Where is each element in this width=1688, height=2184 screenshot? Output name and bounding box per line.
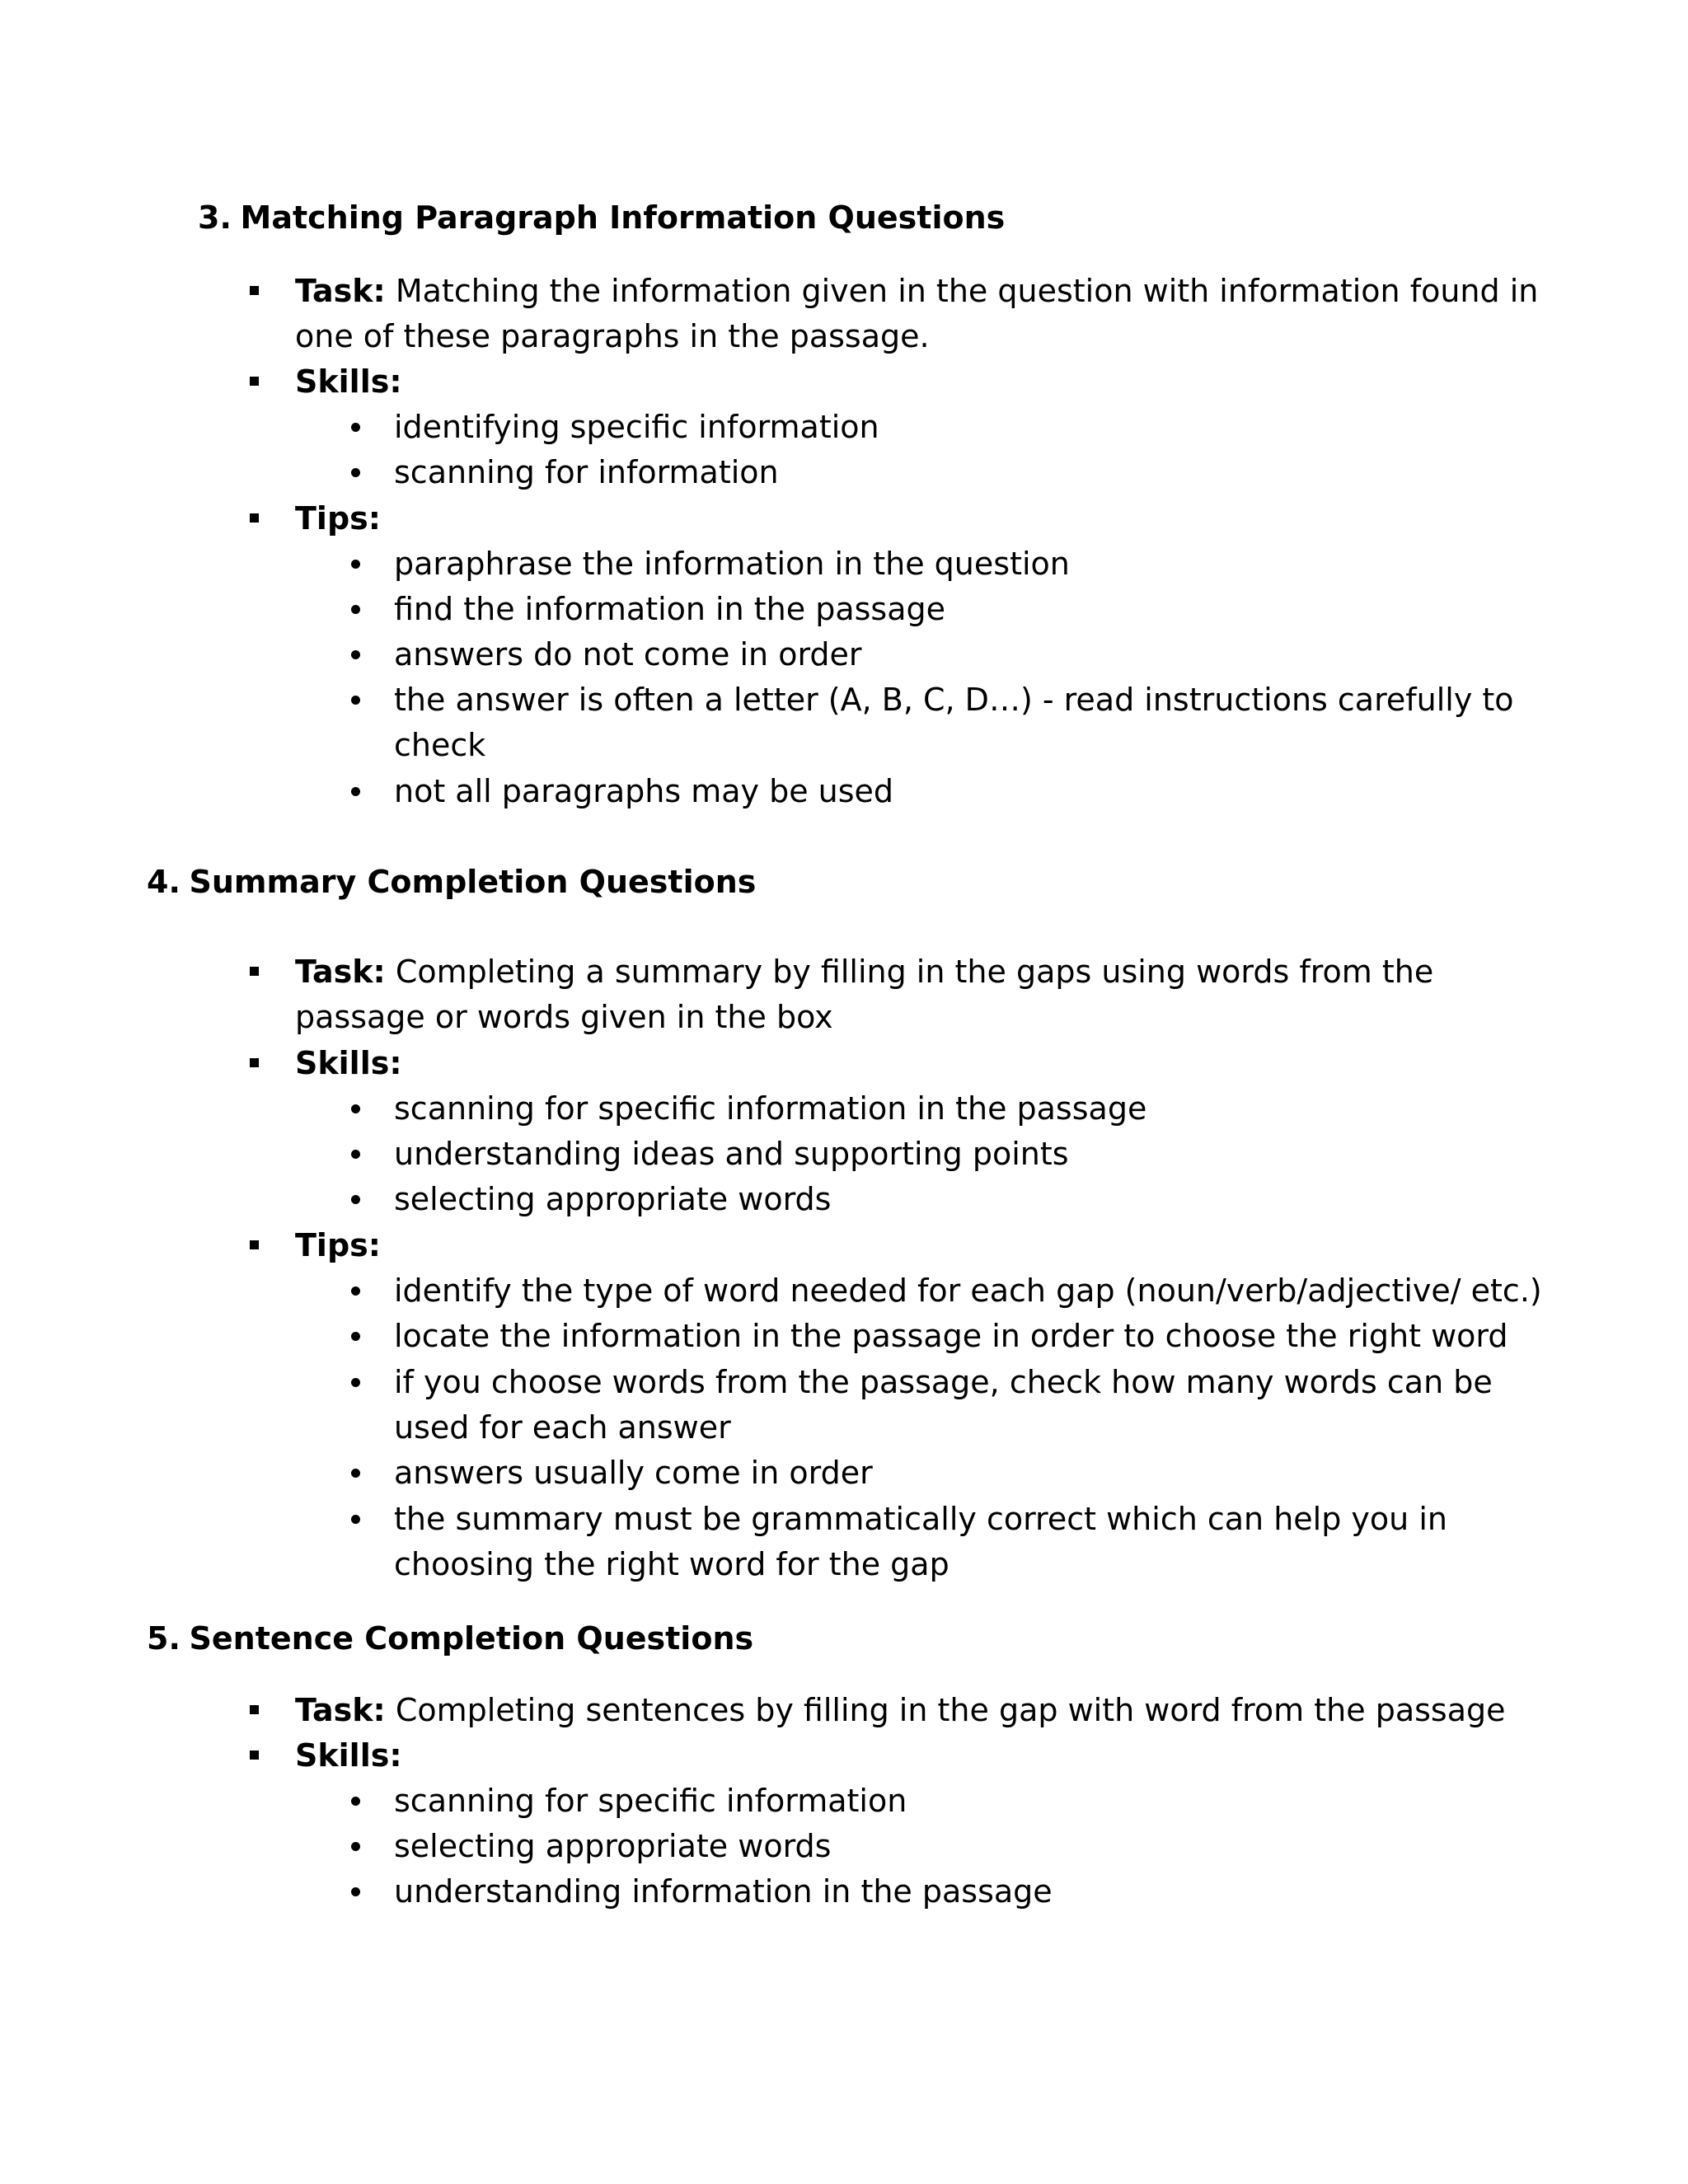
square-bullet-icon — [250, 1058, 259, 1067]
skill-item: understanding ideas and supporting points — [394, 1136, 1069, 1172]
round-bullet-icon — [351, 1797, 360, 1806]
section-title: Summary Completion Questions — [189, 864, 757, 900]
round-bullet-icon — [351, 1842, 360, 1851]
round-bullet-icon — [351, 1195, 360, 1204]
tip-item: if you choose words from the passage, check how many words can be — [394, 1364, 1493, 1400]
task-line — [295, 269, 1538, 314]
square-bullet-icon — [250, 1240, 259, 1249]
round-bullet-icon — [351, 787, 360, 796]
task-text-continued: one of these paragraphs in the passage. — [295, 318, 930, 354]
tip-item-continued: choosing the right word for the gap — [394, 1546, 950, 1582]
skill-item: scanning for specific information — [394, 1783, 907, 1819]
tips-label: Tips: — [295, 500, 381, 537]
tip-item: identify the type of word needed for each gap (noun/verb/adjective/ etc.) — [394, 1272, 1542, 1309]
tip-item: the summary must be grammatically correct which can help you in — [394, 1501, 1447, 1537]
task-text-continued: passage or words given in the box — [295, 999, 833, 1035]
round-bullet-icon — [351, 696, 360, 705]
tip-item-continued: check — [394, 727, 486, 763]
round-bullet-icon — [351, 1286, 360, 1296]
section-number: 4. — [147, 864, 181, 900]
tip-item-continued: used for each answer — [394, 1409, 731, 1446]
skill-item: scanning for information — [394, 454, 779, 490]
skill-item: selecting appropriate words — [394, 1828, 832, 1864]
square-bullet-icon — [250, 1705, 259, 1714]
tip-item: find the information in the passage — [394, 591, 946, 627]
round-bullet-icon — [351, 1887, 360, 1896]
skill-item: identifying specific information — [394, 409, 879, 445]
square-bullet-icon — [250, 513, 259, 523]
round-bullet-icon — [351, 468, 360, 477]
task-text: Completing sentences by filling in the gap with word from the passage — [395, 1692, 1506, 1728]
skills-label: Skills: — [295, 1045, 402, 1081]
round-bullet-icon — [351, 650, 360, 659]
section-title: Matching Paragraph Information Questions — [240, 199, 1006, 236]
round-bullet-icon — [351, 423, 360, 432]
square-bullet-icon — [250, 286, 259, 295]
tip-item: paraphrase the information in the question — [394, 546, 1070, 582]
skill-item: selecting appropriate words — [394, 1181, 832, 1217]
round-bullet-icon — [351, 1378, 360, 1387]
round-bullet-icon — [351, 605, 360, 614]
square-bullet-icon — [250, 1750, 259, 1760]
square-bullet-icon — [250, 967, 259, 976]
task-label: Task: — [295, 1692, 386, 1728]
task-label: Task: — [295, 273, 386, 309]
tip-item: answers usually come in order — [394, 1455, 873, 1491]
skills-label: Skills: — [295, 1737, 402, 1774]
round-bullet-icon — [351, 1515, 360, 1524]
round-bullet-icon — [351, 1104, 360, 1113]
section-heading — [198, 198, 1005, 237]
task-text: Matching the information given in the question with information found in — [395, 273, 1539, 309]
skills-label: Skills: — [295, 363, 402, 400]
tip-item: locate the information in the passage in order to choose the right word — [394, 1318, 1508, 1354]
round-bullet-icon — [351, 1150, 360, 1159]
square-bullet-icon — [250, 377, 259, 386]
task-line — [295, 949, 1433, 995]
round-bullet-icon — [351, 560, 360, 569]
round-bullet-icon — [351, 1469, 360, 1478]
tip-item: the answer is often a letter (A, B, C, D…) - read instructions carefully to — [394, 682, 1514, 718]
round-bullet-icon — [351, 1332, 360, 1341]
section-heading — [147, 1619, 753, 1658]
task-line — [295, 1688, 1506, 1733]
section-heading — [147, 862, 756, 902]
tip-item: answers do not come in order — [394, 636, 862, 673]
task-text: Completing a summary by filling in the gaps using words from the — [395, 954, 1434, 990]
task-label: Task: — [295, 954, 386, 990]
tip-item: not all paragraphs may be used — [394, 773, 894, 809]
tips-label: Tips: — [295, 1227, 381, 1263]
section-number: 5. — [147, 1620, 181, 1657]
section-number: 3. — [198, 199, 232, 236]
section-title: Sentence Completion Questions — [189, 1620, 754, 1657]
skill-item: scanning for specific information in the passage — [394, 1090, 1147, 1127]
skill-item: understanding information in the passage — [394, 1873, 1053, 1910]
